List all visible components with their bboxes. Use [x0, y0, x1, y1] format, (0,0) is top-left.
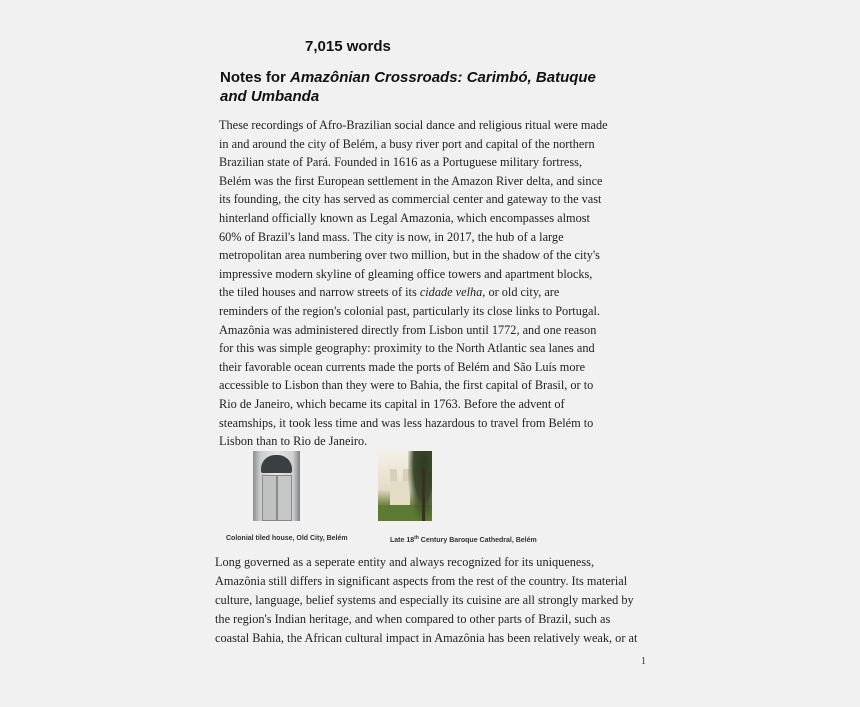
document-title	[220, 68, 640, 106]
text-line: metropolitan area numbering over two million, but in the shadow of the city's	[219, 248, 600, 263]
text-line: Belém was the first European settlement in the Amazon River delta, and since	[219, 173, 603, 188]
colonial-house-photo	[253, 451, 300, 521]
italic-term: cidade velha	[419, 285, 483, 300]
text-line: These recordings of Afro-Brazilian social dance and religious ritual were made	[219, 118, 608, 132]
text-line: hinterland officially known as Legal Amazonia, which encompasses almost	[219, 210, 590, 225]
text-line: in and around the city of Belém, a busy river port and capital of the northern	[219, 136, 595, 151]
text-segment: the tiled houses and narrow streets of its	[219, 285, 420, 300]
text-line: reminders of the region's colonial past, particularly its close links to Portugal.	[219, 303, 600, 318]
text-line: Amazônia still differs in significant aspects from the rest of the country. Its material	[215, 574, 628, 588]
caption-superscript: th	[414, 535, 419, 541]
text-line: accessible to Lisbon than they were to Bahia, the first capital of Brasil, or to	[219, 378, 594, 393]
door-panel-right	[277, 475, 292, 521]
word-count: 7,015 words	[305, 38, 391, 55]
text-segment: , or old city, are	[482, 285, 560, 300]
cathedral-nave	[390, 481, 410, 505]
text-line: culture, language, belief systems and especially its cuisine are all strongly marked by	[215, 593, 634, 607]
tree-foliage	[408, 451, 432, 521]
text-line: Rio de Janeiro, which became its capital in 1763. Before the advent of	[219, 396, 565, 411]
text-line: the region's Indian heritage, and when compared to other parts of Brazil, such as	[215, 612, 611, 626]
text-line: for this was simple geography: proximity to the North Atlantic sea lanes and	[219, 341, 595, 356]
text-line: impressive modern skyline of gleaming office towers and apartment blocks,	[219, 266, 593, 281]
door-panel-left	[262, 475, 277, 521]
title-italic: Amazônian Crossroads: Carimbó, Batuque	[290, 69, 596, 86]
title-prefix: Notes for	[220, 69, 291, 86]
text-line: Long governed as a seperate entity and always recognized for its uniqueness,	[215, 555, 595, 569]
page-number: 1	[641, 656, 646, 667]
text-line: Brazilian state of Pará. Founded in 1616 as a Portuguese military fortress,	[219, 155, 583, 170]
title-line2: and Umbanda	[220, 88, 320, 105]
text-line: its founding, the city has served as commercial center and gateway to the vast	[219, 192, 602, 207]
text-line: Amazônia was administered directly from Lisbon until 1772, and one reason	[219, 322, 597, 337]
door-arch-shape	[261, 455, 292, 473]
text-line: coastal Bahia, the African cultural impact in Amazônia has been relatively weak, or at	[215, 631, 638, 645]
text-line: steamships, it took less time and was less hazardous to travel from Belém to	[219, 415, 594, 430]
cathedral-photo	[378, 451, 432, 521]
text-line: 60% of Brazil's land mass. The city is now, in 2017, the hub of a large	[219, 229, 564, 244]
caption-text: Late 18	[390, 537, 415, 544]
tree-trunk	[422, 469, 425, 521]
photo-caption-1: Colonial tiled house, Old City, Belém	[226, 535, 348, 542]
paragraph-2	[215, 553, 645, 648]
photo-caption-2	[390, 535, 537, 544]
paragraph-1	[219, 116, 639, 451]
text-line: Lisbon than to Rio de Janeiro.	[219, 434, 368, 449]
text-line	[219, 283, 639, 302]
caption-text: Century Baroque Cathedral, Belém	[418, 537, 537, 544]
text-line: their favorable ocean currents made the ports of Belém and São Luís more	[219, 359, 586, 374]
